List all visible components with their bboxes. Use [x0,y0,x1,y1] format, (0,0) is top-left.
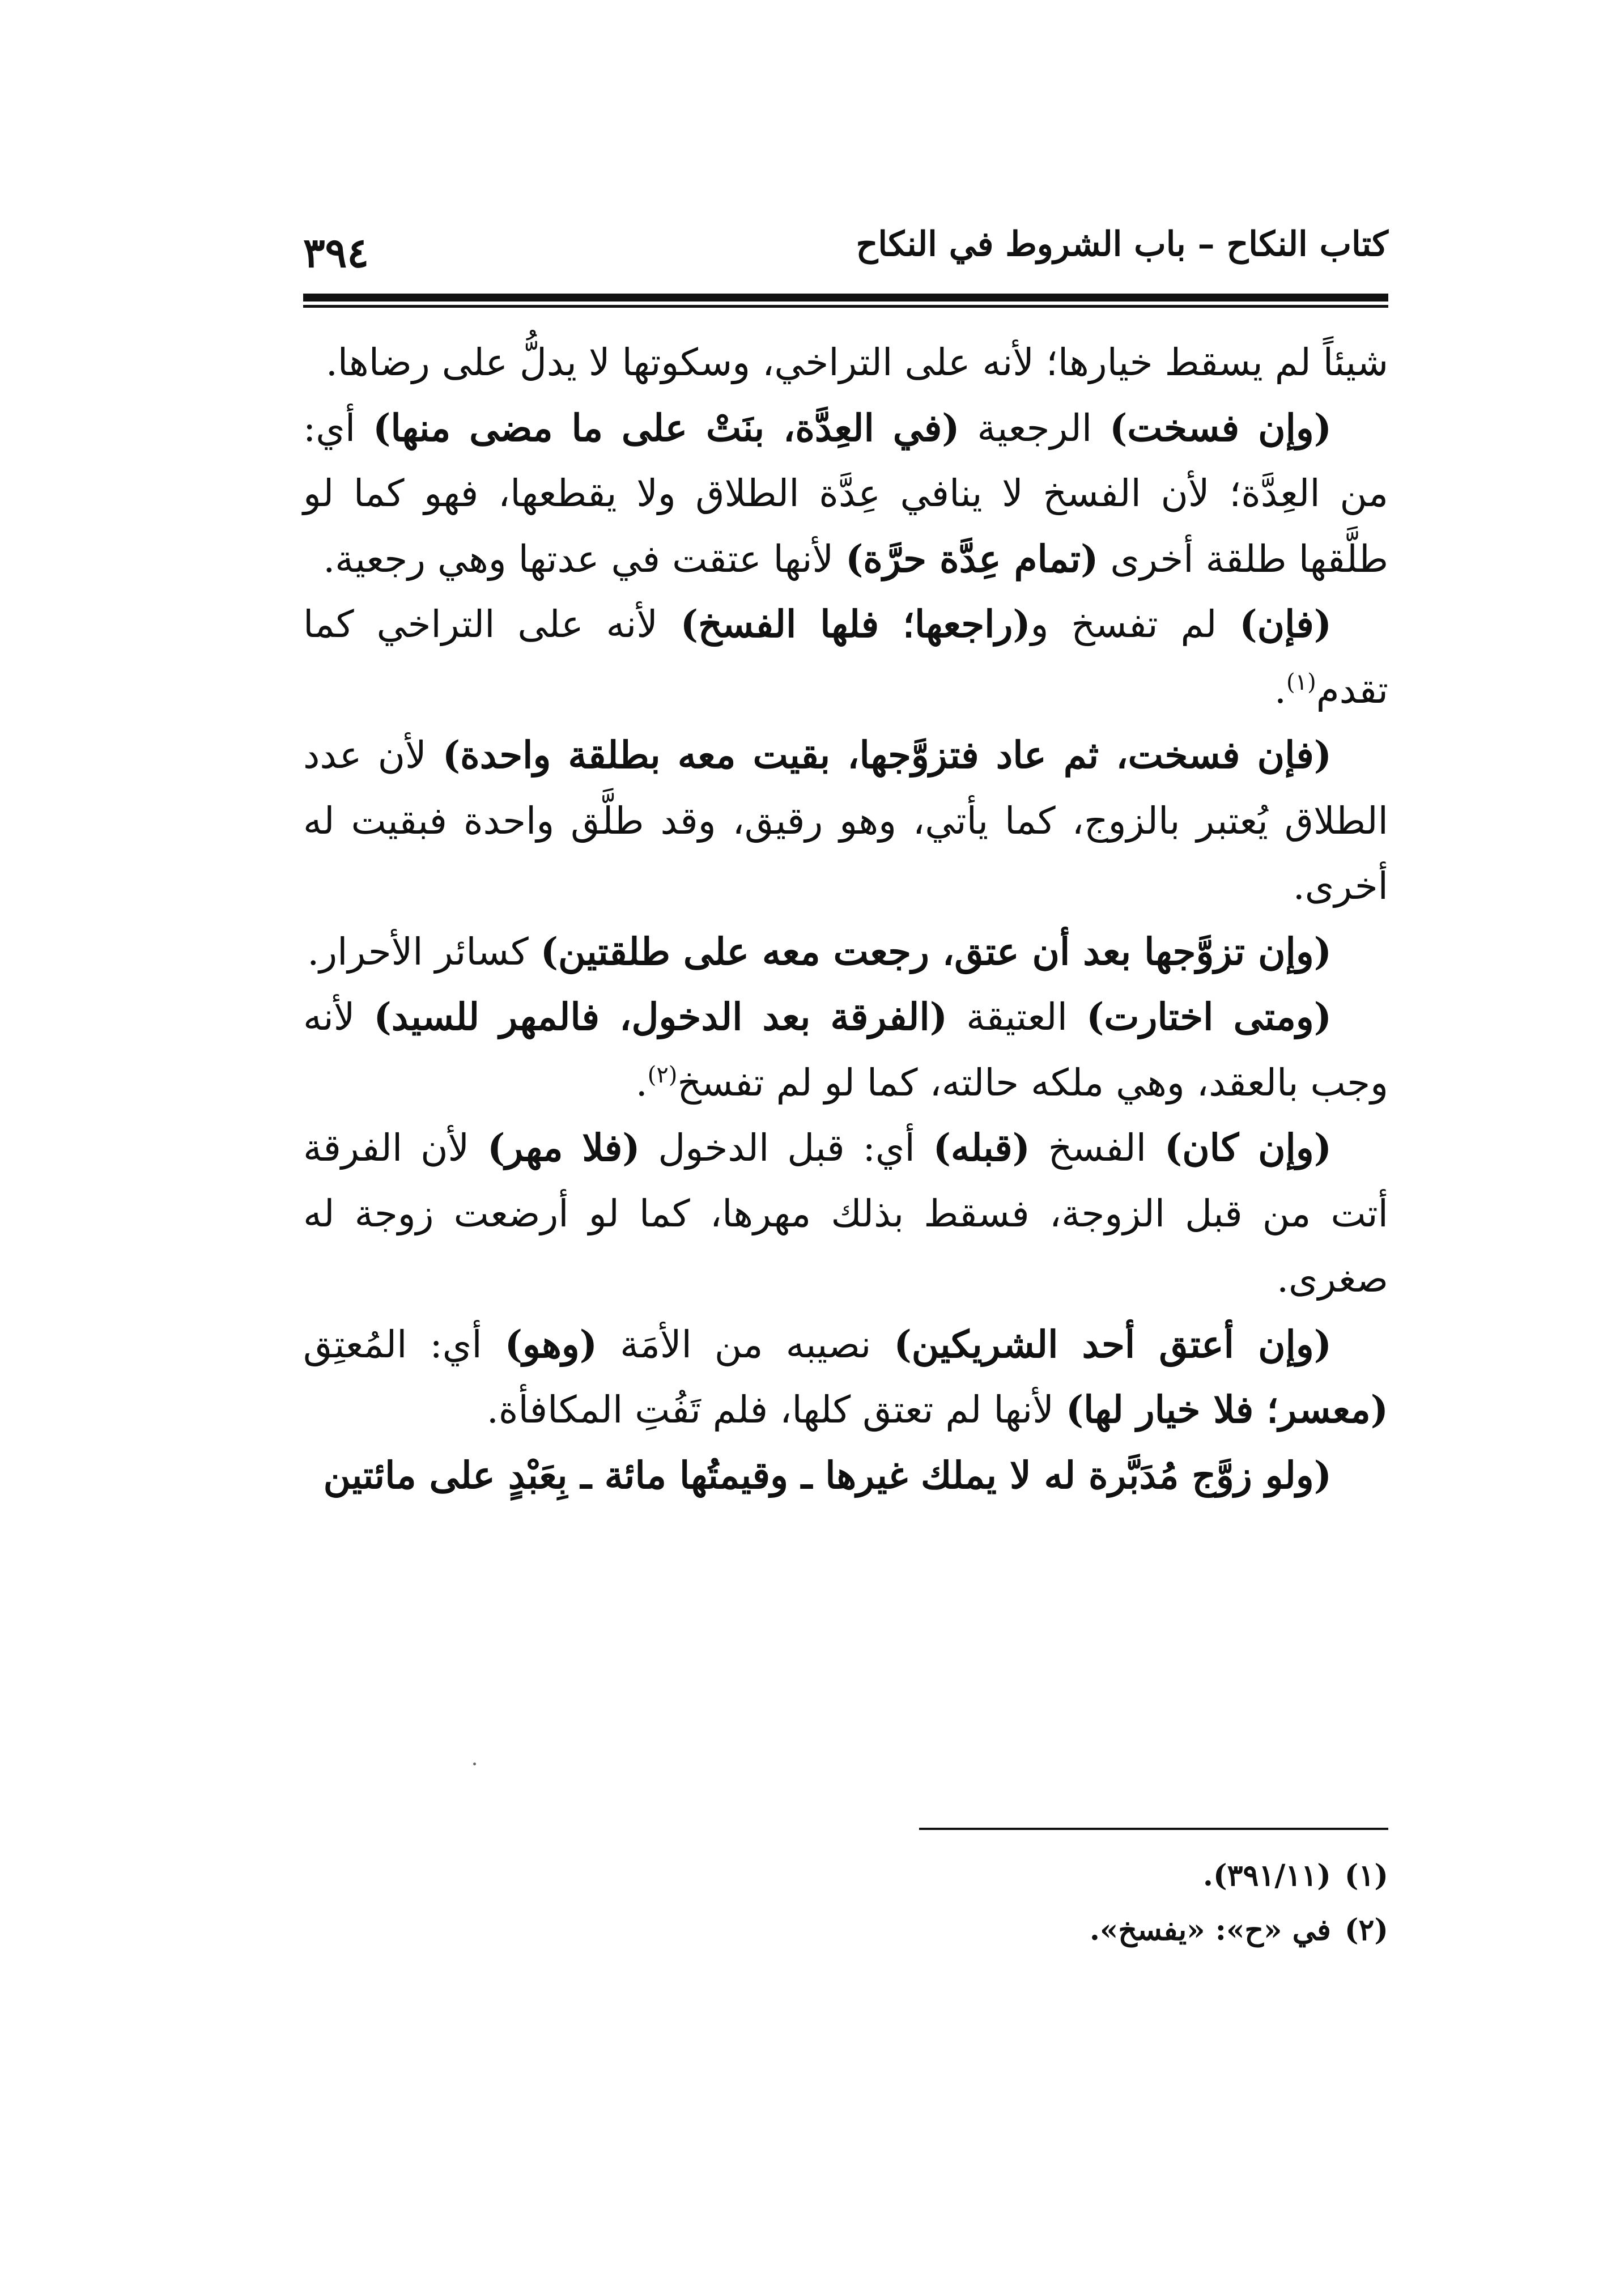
sharh-text: لأنها عتقت في عدتها وهي رجعية. [323,537,846,581]
sharh-text: لم تفسخ و [1030,602,1240,646]
sharh-text: أي: قبل الدخول [640,1126,933,1170]
footnote-marker: (١) [1344,1858,1388,1893]
footnote-text: في «ح»: «يفسخ». [1089,1913,1331,1947]
sharh-text: . [635,1060,648,1105]
matn-text: (وإن كان) [1164,1126,1332,1170]
sharh-text: نصيبه من الأمَة [597,1322,894,1366]
matn-text: (وإن تزوَّجها بعد أن عتق، رجعت معه على طلقتين) [540,929,1332,974]
page-header [303,221,1388,283]
header-rule-thick [303,294,1388,302]
paragraph [303,723,1388,919]
matn-text: (ومتى اختارت) [1086,995,1332,1039]
footnote-marker: (٢) [1344,1913,1388,1947]
paragraph [303,330,1388,396]
running-head: كتاب النكاح – باب الشروط في النكاح [856,224,1388,264]
matn-text: (وإن فسخت) [1109,405,1332,450]
matn-text: (فإن) [1239,602,1332,646]
paragraph-text: شيئاً لم يسقط خيارها؛ لأنه على التراخي، وسكوتها لا يدلُّ على رضاها. [325,341,1388,384]
paragraph [303,919,1388,985]
matn-text: (وهو) [504,1322,598,1366]
page-number: ٣٩٤ [303,228,369,277]
sharh-text: لأن عدد الطلاق يُعتبر بالزوج، كما يأتي، وهو رقيق، وقد طلَّق واحدة فبقيت له أخرى. [303,733,1388,908]
footnote-item [303,1849,1388,1903]
print-speck [473,1763,476,1765]
sharh-text: لأنها لم تعتق كلها، فلم تَفُتِ المكافأة. [486,1388,1066,1432]
paragraph [303,1312,1388,1443]
matn-text: (تمام عِدَّة حرَّة) [845,536,1099,581]
paragraph [303,1115,1388,1312]
sharh-text: أي: المُعتِق [303,1322,505,1366]
paragraph [303,984,1388,1115]
paragraph [303,1443,1388,1509]
paragraph [303,396,1388,592]
main-text [303,330,1388,1508]
footnote-ref[interactable]: (٢) [647,1061,678,1088]
footnote-ref[interactable]: (١) [1286,669,1316,695]
paragraph [303,592,1388,723]
sharh-text: لأنه على التراخي كما تقدم [303,602,1388,712]
sharh-text: . [1274,668,1287,712]
matn-text: (معسر؛ فلا خيار لها) [1065,1387,1388,1432]
sharh-text: الرجعية [959,406,1110,450]
footnotes [303,1849,1388,1957]
matn-text: (فلا مهر) [487,1126,640,1170]
matn-text: (وإن أعتق أحد الشريكين) [894,1322,1332,1366]
sharh-text: لأنه وجب بالعقد، وهي ملكه حالته، كما لو لم تفسخ [303,995,1388,1105]
sharh-text: العتيقة [947,995,1087,1039]
footnote-separator [919,1828,1388,1830]
matn-text: (ولو زوَّج مُدَبَّرة له لا يملك غيرها ـ وقيمتُها مائة ـ بِعَبْدٍ على مائتين [323,1453,1332,1497]
sharh-text: أي: من العِدَّة؛ لأن الفسخ لا ينافي عِدَّة الطلاق ولا يقطعها، فهو كما لو طلَّقها طلقة أخرى [303,406,1388,581]
matn-text: (فإن فسخت، ثم عاد فتزوَّجها، بقيت معه بطلقة واحدة) [442,733,1332,777]
sharh-text: الفسخ [1030,1126,1164,1170]
footnote-item [303,1903,1388,1957]
matn-text: (قبله) [933,1126,1030,1170]
sharh-text: كسائر الأحرار. [307,929,541,974]
matn-text: (راجعها؛ فلها الفسخ) [680,602,1031,646]
header-rule-thin [303,305,1388,308]
footnote-text: .(٣٩١/١١) [1202,1858,1331,1893]
sharh-text: لأن الفرقة أتت من قبل الزوجة، فسقط بذلك مهرها، كما لو أرضعت زوجة له صغرى. [303,1126,1388,1301]
matn-text: (الفرقة بعد الدخول، فالمهر للسيد) [373,995,947,1039]
matn-text: (في العِدَّة، بنَتْ على ما مضى منها) [373,405,960,450]
